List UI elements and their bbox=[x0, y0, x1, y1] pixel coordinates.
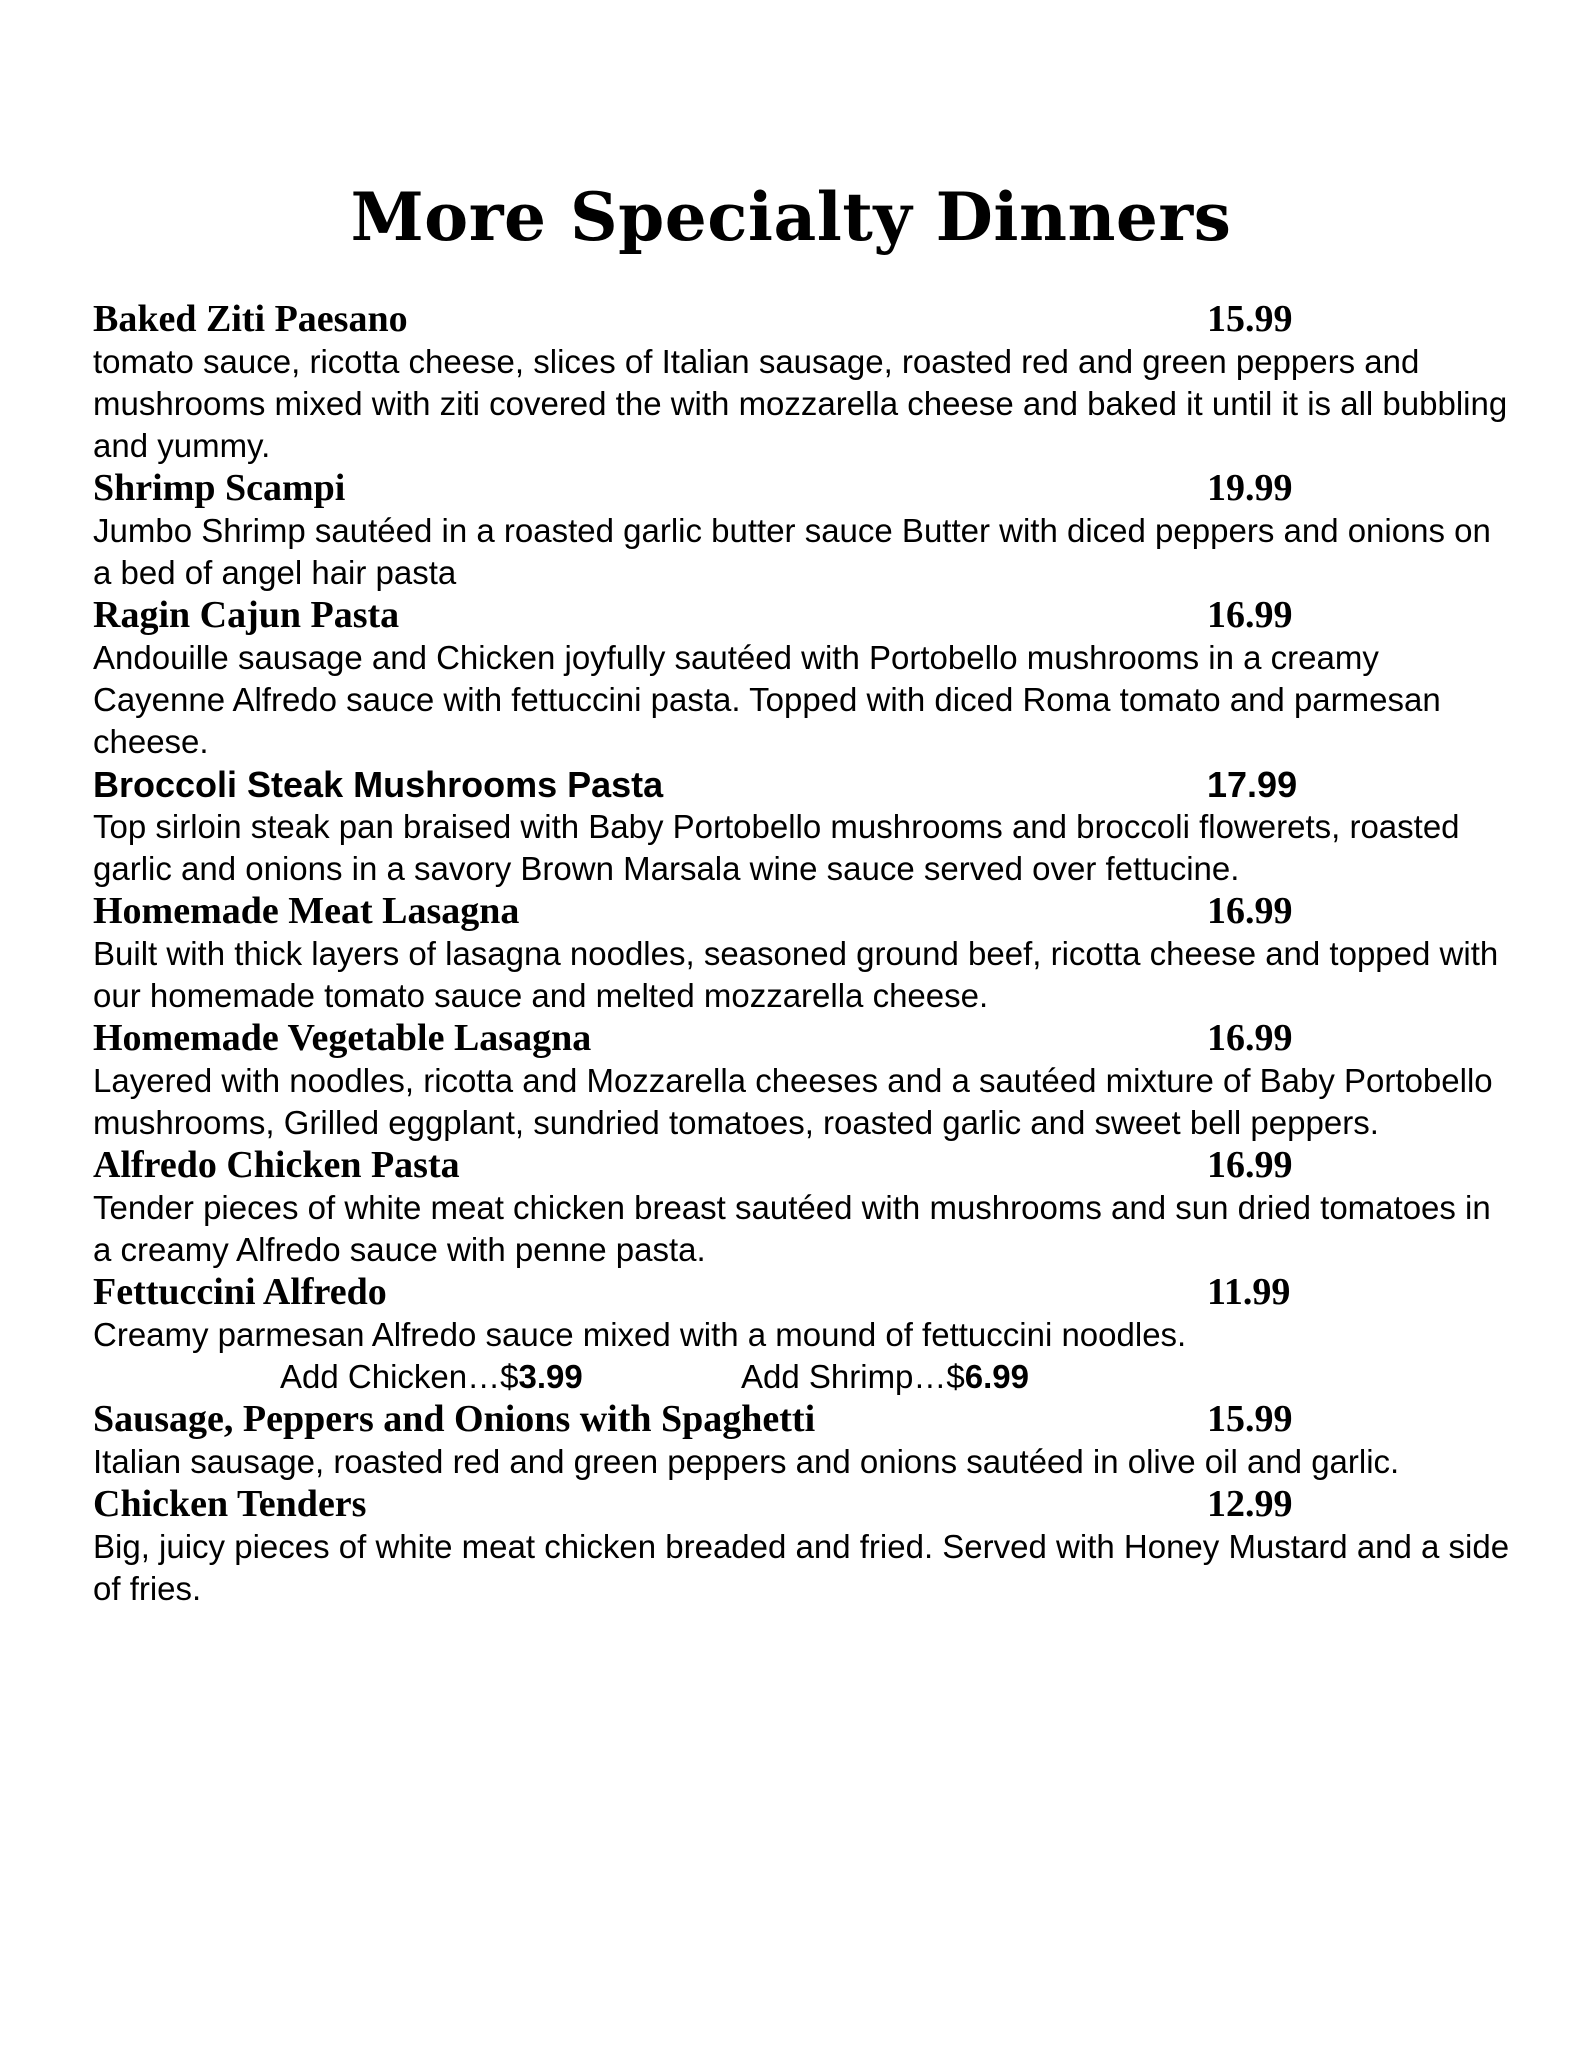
item-description: Built with thick layers of lasagna noodles, seasoned ground beef, ricotta cheese and topped with our homemade tomato sauce and melted mozzarella cheese. bbox=[93, 935, 1499, 1014]
item-price: 17.99 bbox=[1207, 764, 1298, 805]
item-header bbox=[93, 298, 1513, 341]
item-header bbox=[93, 890, 1513, 933]
item-price: 15.99 bbox=[1207, 298, 1293, 340]
item-price: 16.99 bbox=[1207, 1144, 1293, 1186]
item-price: 16.99 bbox=[1207, 1017, 1293, 1059]
item-price: 15.99 bbox=[1207, 1398, 1293, 1440]
item-description: tomato sauce, ricotta cheese, slices of Italian sausage, roasted red and green peppers and mushrooms mixed with ziti covered the with mozzarella cheese and baked it until it is all bubbling and yummy. bbox=[93, 343, 1508, 464]
item-name: Shrimp Scampi bbox=[93, 467, 346, 509]
menu-item bbox=[93, 1483, 1513, 1610]
item-name: Baked Ziti Paesano bbox=[93, 298, 408, 340]
item-header bbox=[93, 1398, 1513, 1441]
item-description: Layered with noodles, ricotta and Mozzarella cheeses and a sautéed mixture of Baby Portobello mushrooms, Grilled eggplant, sundried tomatoes, roasted garlic and sweet bell peppers. bbox=[93, 1062, 1493, 1141]
menu-item bbox=[93, 1398, 1513, 1483]
item-header bbox=[93, 1483, 1513, 1526]
item-description: Jumbo Shrimp sautéed in a roasted garlic butter sauce Butter with diced peppers and onions on a bed of angel hair pasta bbox=[93, 512, 1491, 591]
item-header bbox=[93, 1271, 1513, 1314]
menu-item bbox=[93, 594, 1513, 763]
menu-item bbox=[93, 298, 1513, 467]
item-name: Homemade Meat Lasagna bbox=[93, 890, 520, 932]
menu-list bbox=[93, 298, 1513, 1610]
item-header bbox=[93, 594, 1513, 637]
item-description: Top sirloin steak pan braised with Baby Portobello mushrooms and broccoli flowerets, roasted garlic and onions in a savory Brown Marsala wine sauce served over fettucine. bbox=[93, 808, 1460, 887]
item-name: Fettuccini Alfredo bbox=[93, 1271, 387, 1313]
item-description: Creamy parmesan Alfredo sauce mixed with a mound of fettuccini noodles. bbox=[93, 1316, 1187, 1353]
item-name: Chicken Tenders bbox=[93, 1483, 367, 1525]
addon-shrimp bbox=[741, 1356, 1029, 1398]
item-description: Italian sausage, roasted red and green peppers and onions sautéed in olive oil and garlic. bbox=[93, 1443, 1400, 1480]
menu-item bbox=[93, 1144, 1513, 1271]
addon-label: Add Chicken…$ bbox=[280, 1358, 519, 1395]
item-name: Homemade Vegetable Lasagna bbox=[93, 1017, 592, 1059]
item-addons bbox=[93, 1356, 1513, 1398]
item-description: Andouille sausage and Chicken joyfully sautéed with Portobello mushrooms in a creamy Cayenne Alfredo sauce with fettuccini pasta. Topped with diced Roma tomato and parmesan cheese. bbox=[93, 639, 1441, 760]
item-name: Broccoli Steak Mushrooms Pasta bbox=[93, 764, 664, 805]
addon-price: 3.99 bbox=[518, 1358, 583, 1395]
page-title: More Specialty Dinners bbox=[350, 178, 1232, 256]
item-header bbox=[93, 467, 1513, 510]
item-name: Ragin Cajun Pasta bbox=[93, 594, 400, 636]
item-price: 16.99 bbox=[1207, 890, 1293, 932]
item-header bbox=[93, 763, 1513, 806]
item-price: 11.99 bbox=[1207, 1271, 1291, 1313]
item-header bbox=[93, 1017, 1513, 1060]
item-header bbox=[93, 1144, 1513, 1187]
menu-item bbox=[93, 763, 1513, 890]
item-name: Sausage, Peppers and Onions with Spaghetti bbox=[93, 1398, 816, 1440]
addon-label: Add Shrimp…$ bbox=[741, 1358, 965, 1395]
menu-item bbox=[93, 1017, 1513, 1144]
menu-item bbox=[93, 890, 1513, 1017]
item-description: Big, juicy pieces of white meat chicken breaded and fried. Served with Honey Mustard and a side of fries. bbox=[93, 1528, 1510, 1607]
item-description: Tender pieces of white meat chicken breast sautéed with mushrooms and sun dried tomatoes in a creamy Alfredo sauce with penne pasta. bbox=[93, 1189, 1491, 1268]
menu-item bbox=[93, 467, 1513, 594]
item-price: 16.99 bbox=[1207, 594, 1293, 636]
item-price: 19.99 bbox=[1207, 467, 1293, 509]
item-price: 12.99 bbox=[1207, 1483, 1293, 1525]
menu-item bbox=[93, 1271, 1513, 1398]
addon-price: 6.99 bbox=[964, 1358, 1029, 1395]
addon-chicken bbox=[280, 1356, 583, 1398]
item-name: Alfredo Chicken Pasta bbox=[93, 1144, 460, 1186]
